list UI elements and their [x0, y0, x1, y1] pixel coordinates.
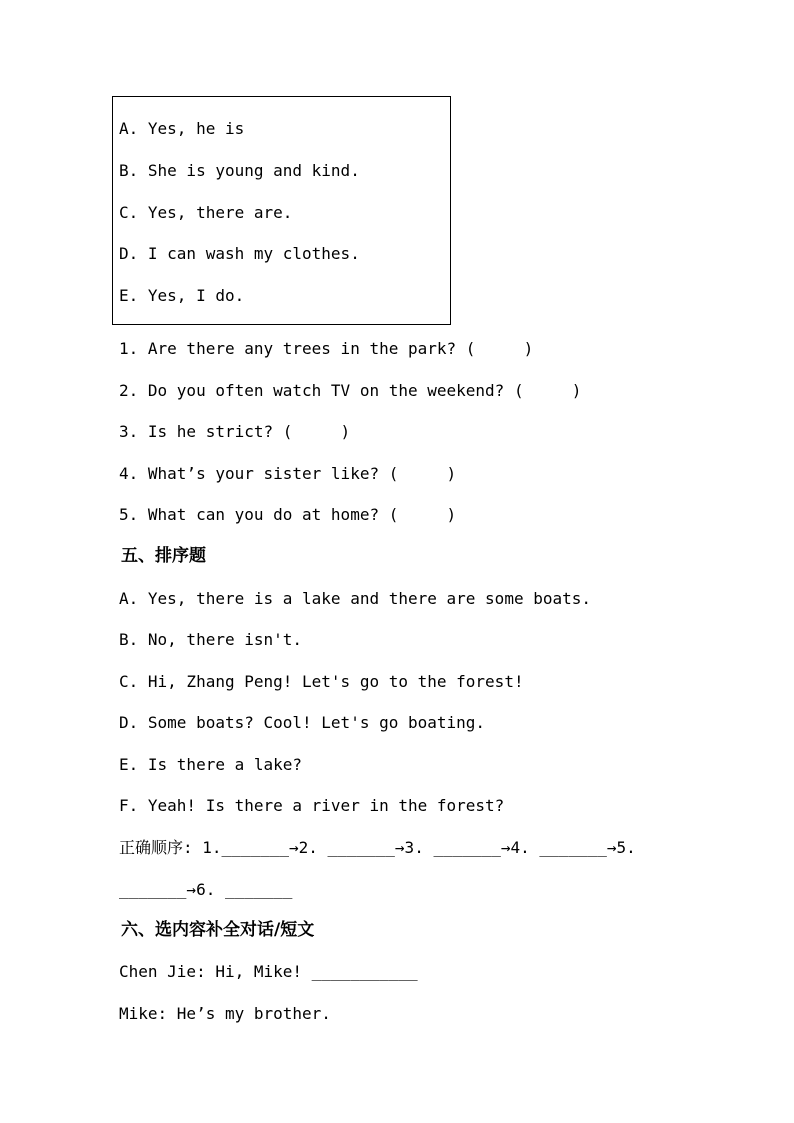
sentence-f: F. Yeah! Is there a river in the forest? — [119, 796, 505, 815]
question-4: 4. What’s your sister like? ( ) — [119, 464, 457, 483]
option-e: E. Yes, I do. — [119, 286, 245, 305]
option-a: A. Yes, he is — [119, 119, 245, 138]
sentence-d: D. Some boats? Cool! Let's go boating. — [119, 713, 486, 732]
option-d: D. I can wash my clothes. — [119, 244, 360, 263]
option-c: C. Yes, there are. — [119, 203, 293, 222]
dialogue-line-1: Chen Jie: Hi, Mike! ___________ — [119, 962, 418, 981]
sentence-a: A. Yes, there is a lake and there are some boats. — [119, 589, 592, 608]
dialogue-line-2: Mike: He’s my brother. — [119, 1004, 331, 1023]
sentence-c: C. Hi, Zhang Peng! Let's go to the forest! — [119, 672, 524, 691]
question-2: 2. Do you often watch TV on the weekend? ( ) — [119, 381, 582, 400]
sentence-e: E. Is there a lake? — [119, 755, 303, 774]
order-answer-line-1: 正确顺序: 1._______→2. _______→3. _______→4. _______→5. — [119, 838, 636, 857]
section-6-heading: 六、选内容补全对话/短文 — [121, 920, 315, 940]
question-1: 1. Are there any trees in the park? ( ) — [119, 339, 534, 358]
question-3: 3. Is he strict? ( ) — [119, 422, 351, 441]
sentence-b: B. No, there isn't. — [119, 630, 303, 649]
question-5: 5. What can you do at home? ( ) — [119, 505, 457, 524]
order-answer-line-2: _______→6. _______ — [119, 880, 293, 899]
option-b: B. She is young and kind. — [119, 161, 360, 180]
section-5-heading: 五、排序题 — [121, 546, 206, 566]
